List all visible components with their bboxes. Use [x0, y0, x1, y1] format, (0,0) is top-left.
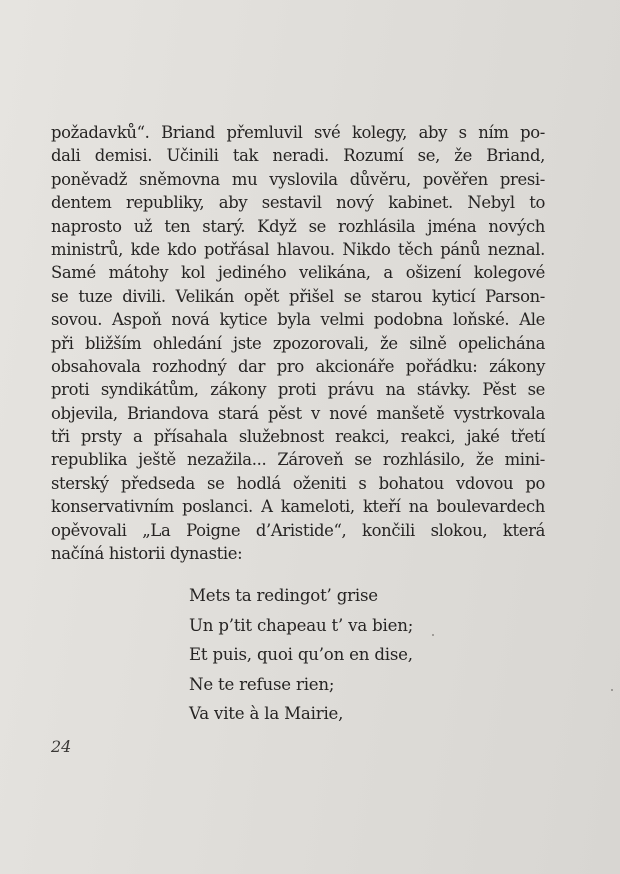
text-line: dentem republiky, aby sestavil nový kabinet. Nebyl to — [51, 193, 545, 213]
text-line: ministrů, kde kdo potřásal hlavou. Nikdo těch pánů neznal. — [51, 239, 545, 259]
text-line: při bližším ohledání jste zpozorovali, že silně opelichána — [51, 333, 545, 353]
text-line: opěvovali „La Poigne d’Aristide“, končili slokou, která — [51, 520, 545, 540]
verse-line: Mets ta redingot’ grise — [189, 586, 378, 605]
text-line: sovou. Aspoň nová kytice byla velmi podobna loňské. Ale — [51, 310, 545, 330]
song-verse — [189, 581, 413, 729]
text-line: se tuze divili. Velikán opět přišel se starou kyticí Parson- — [51, 286, 545, 306]
text-line: naprosto už ten starý. Když se rozhlásila jména nových — [51, 216, 545, 236]
page-number: 24 — [51, 737, 72, 756]
text-line: obsahovala rozhodný dar pro akcionáře pořádku: zákony — [51, 356, 545, 376]
ink-speck — [432, 634, 434, 636]
text-line: tři prsty a přísahala služebnost reakci, reakci, jaké třetí — [51, 427, 545, 447]
text-line: dali demisi. Učinili tak neradi. Rozumí se, že Briand, — [51, 146, 545, 166]
text-line: proti syndikátům, zákony proti právu na stávky. Pěst se — [51, 380, 545, 400]
text-line: republika ještě nezažila... Zároveň se rozhlásilo, že mini- — [51, 450, 545, 470]
show-through-text — [540, 512, 620, 712]
body-paragraph — [51, 121, 545, 565]
text-line: sterský předseda se hodlá oženiti s bohatou vdovou po — [51, 473, 545, 493]
text-line: požadavků“. Briand přemluvil své kolegy, aby s ním po- — [51, 123, 545, 142]
text-line: konservativním poslanci. A kameloti, kteří na boulevardech — [51, 497, 545, 517]
text-line: Samé mátohy kol jediného velikána, a ošizení kolegové — [51, 263, 545, 283]
text-line: objevila, Briandova stará pěst v nové manšetě vystrkovala — [51, 403, 545, 423]
verse-line: Va vite à la Mairie, — [189, 704, 344, 723]
text-line: poněvadž sněmovna mu vyslovila důvěru, pověřen presi- — [51, 169, 545, 189]
verse-line: Un p’tit chapeau t’ va bien; — [189, 615, 414, 635]
text-line: načíná historii dynastie: — [51, 544, 243, 564]
ink-speck — [611, 689, 613, 691]
verse-line: Et puis, quoi qu’on en dise, — [189, 645, 413, 664]
verse-line: Ne te refuse rien; — [189, 674, 335, 694]
